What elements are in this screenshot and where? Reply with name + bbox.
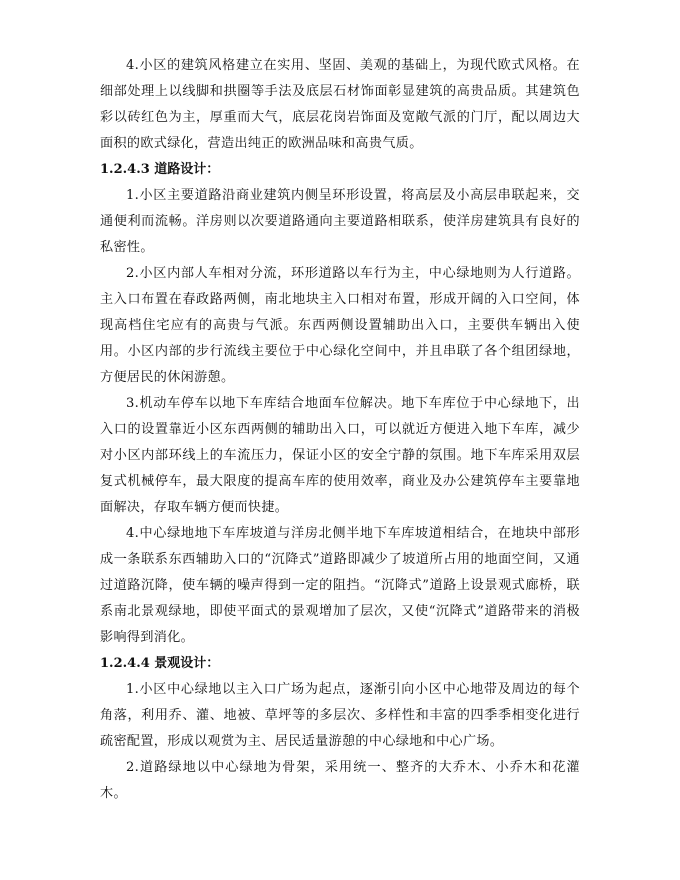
paragraph-architecture-style: 4.小区的建筑风格建立在实用、坚固、美观的基础上，为现代欧式风格。在细部处理上以线脚和拱圈等手法及底层石材饰面彰显建筑的高贵品质。其建筑色彩以砖红色为主，厚重而大气，底层花岗岩饰面及宽敞气派的门厅，配以周边大面积的欧式绿化，营造出纯正的欧洲品味和高贵气质。 <box>100 58 580 151</box>
paragraph-road-2: 2.小区内部人车相对分流，环形道路以车行为主，中心绿地则为人行道路。主入口布置在春政路两侧，南北地块主入口相对布置，形成开阔的入口空间，体现高档住宅应有的高贵与气派。东西两侧设置辅助出入口，主要供车辆出入使用。小区内部的步行流线主要位于中心绿化空间中，并且串联了各个组团绿地，方便居民的休闲游憩。 <box>100 266 580 385</box>
paragraph-road-1: 1.小区主要道路沿商业建筑内侧呈环形设置，将高层及小高层串联起来，交通便利而流畅。洋房则以次要道路通向主要道路相联系，使洋房建筑具有良好的私密性。 <box>100 188 580 255</box>
paragraph-road-3: 3.机动车停车以地下车库结合地面车位解决。地下车库位于中心绿地下，出入口的设置靠近小区东西两侧的辅助出入口，可以就近方便进入地下车库，减少对小区内部环线上的车流压力，保证小区的安全宁静的氛围。地下车库采用双层复式机械停车，最大限度的提高车库的使用效率，商业及办公建筑停车主要靠地面解决，存取车辆方便而快捷。 <box>100 396 580 515</box>
paragraph-landscape-1: 1.小区中心绿地以主入口广场为起点，逐渐引向小区中心地带及周边的每个角落，利用乔、灌、地被、草坪等的多层次、多样性和丰富的四季季相变化进行疏密配置，形成以观赏为主、居民适量游憩的中心绿地和中心广场。 <box>100 682 580 749</box>
document-body <box>100 53 580 807</box>
paragraph-landscape-2: 2.道路绿地以中心绿地为骨架，采用统一、整齐的大乔木、小乔木和花灌木。 <box>100 760 580 801</box>
paragraph-road-4: 4.中心绿地地下车库坡道与洋房北侧半地下车库坡道相结合，在地块中部形成一条联系东西辅助入口的“沉降式”道路即减少了坡道所占用的地面空间，又通过道路沉降，使车辆的噪声得到一定的阻挡。“沉降式”道路上设景观式廊桥，联系南北景观绿地，即使平面式的景观增加了层次，又使“沉降式”道路带来的消极影响得到消化。 <box>100 526 580 645</box>
heading-road-design: 1.2.4.3 道路设计： <box>100 162 220 177</box>
heading-landscape-design: 1.2.4.4 景观设计： <box>100 656 220 671</box>
